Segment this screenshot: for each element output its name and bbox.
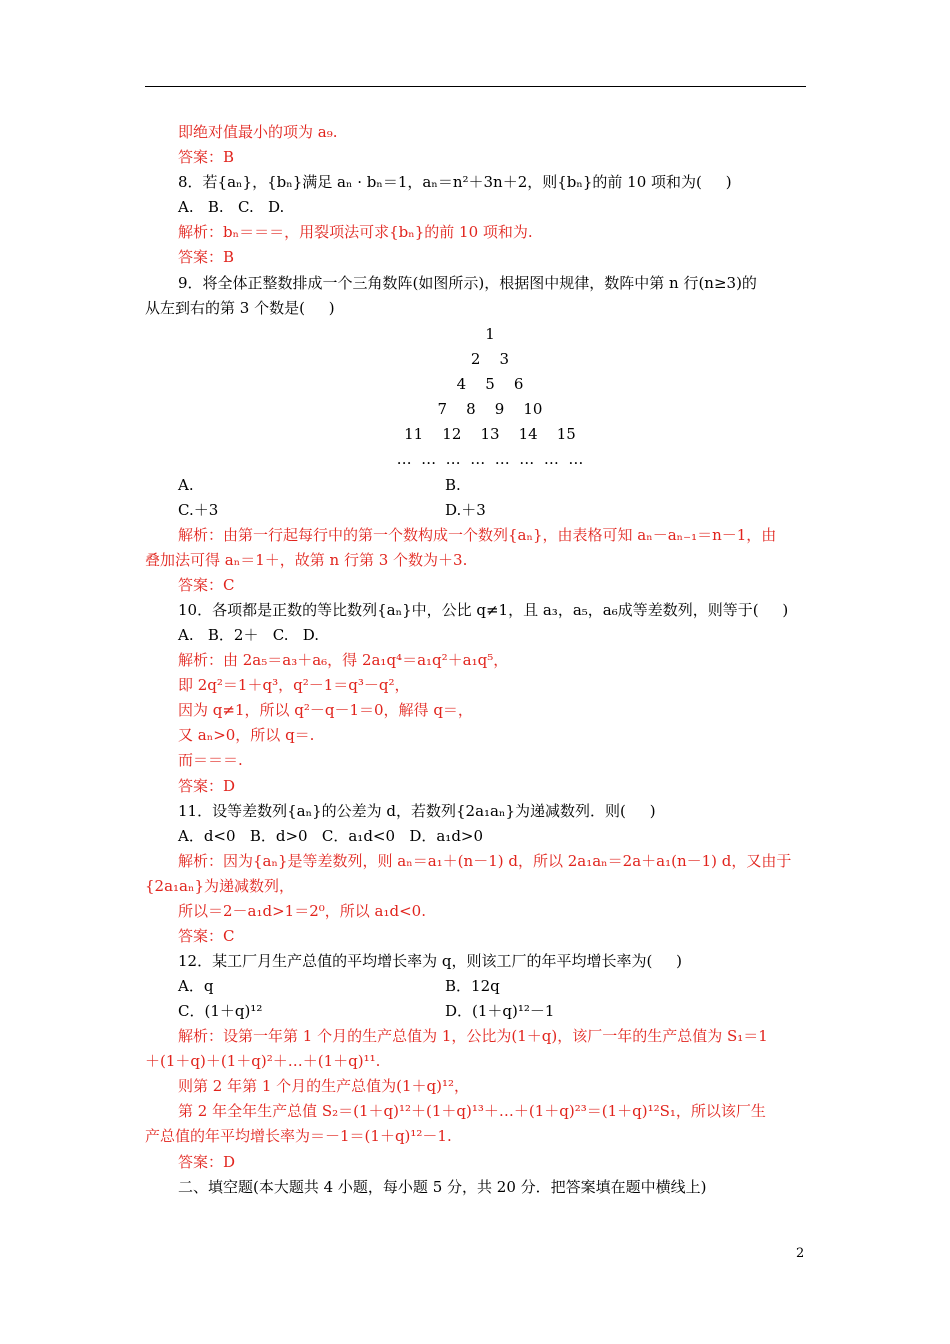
text-line: 答案：B bbox=[178, 248, 235, 266]
text-line: 解析：由第一行起每行中的第一个数构成一个数列{aₙ}，由表格可知 aₙ－aₙ₋₁＝n－1，由 bbox=[178, 526, 777, 544]
text-line: 答案：D bbox=[178, 777, 236, 795]
text-line: A. B. C. D. bbox=[178, 198, 285, 216]
text-line: 10．各项都是正数的等比数列{aₙ}中，公比 q≠1，且 a₃，a₅，a₆成等差数列，则等于( ) bbox=[178, 601, 789, 619]
text-line: 即绝对值最小的项为 a₉. bbox=[178, 123, 338, 141]
text-line: 叠加法可得 aₙ＝1＋，故第 n 行第 3 个数为＋3. bbox=[145, 551, 468, 569]
triangle-row: 2 3 bbox=[470, 350, 510, 368]
text-line: 答案：C bbox=[178, 927, 235, 945]
text-line: D.＋3 bbox=[445, 501, 486, 519]
text-line: B. bbox=[445, 476, 461, 494]
triangle-row: … … … … … … … … bbox=[396, 450, 584, 468]
text-line: A. B．2＋ C. D. bbox=[178, 626, 320, 644]
text-line: 解析：bₙ＝＝＝，用裂项法可求{bₙ}的前 10 项和为. bbox=[178, 223, 533, 241]
text-line: 解析：设第一年第 1 个月的生产总值为 1，公比为(1＋q)，该厂一年的生产总值为 S₁＝1 bbox=[178, 1027, 768, 1045]
text-line: 答案：B bbox=[178, 148, 235, 166]
text-line: 产总值的年平均增长率为＝－1＝(1＋q)¹²－1. bbox=[145, 1127, 452, 1145]
text-line: 12．某工厂月生产总值的平均增长率为 q，则该工厂的年平均增长率为( ) bbox=[178, 952, 683, 970]
text-line: 而＝＝＝. bbox=[178, 751, 243, 769]
text-line: D．(1＋q)¹²－1 bbox=[445, 1002, 555, 1020]
text-line: 第 2 年全年生产总值 S₂＝(1＋q)¹²＋(1＋q)¹³＋…＋(1＋q)²³＝(1＋q)¹²S₁，所以该厂生 bbox=[178, 1102, 766, 1120]
text-line: 9．将全体正整数排成一个三角数阵(如图所示)，根据图中规律，数阵中第 n 行(n≥3)的 bbox=[178, 274, 757, 292]
text-line: 8．若{aₙ}，{bₙ}满足 aₙ · bₙ＝1，aₙ＝n²＋3n＋2，则{bₙ}的前 10 项和为( ) bbox=[178, 173, 732, 191]
text-line: C．(1＋q)¹² bbox=[178, 1002, 263, 1020]
header-rule bbox=[145, 86, 806, 87]
text-line: A．q bbox=[178, 977, 214, 995]
text-line: B．12q bbox=[445, 977, 500, 995]
triangle-row: 4 5 6 bbox=[456, 375, 524, 393]
text-line: C.＋3 bbox=[178, 501, 219, 519]
text-line: 因为 q≠1，所以 q²－q－1＝0，解得 q＝， bbox=[178, 701, 473, 719]
text-line: 则第 2 年第 1 个月的生产总值为(1＋q)¹²， bbox=[178, 1077, 470, 1095]
text-line: {2a₁aₙ}为递减数列， bbox=[145, 877, 295, 895]
text-line: 答案：C bbox=[178, 576, 235, 594]
text-line: 又 aₙ>0，所以 q＝. bbox=[178, 726, 315, 744]
text-line: ＋(1＋q)＋(1＋q)²＋…＋(1＋q)¹¹. bbox=[145, 1052, 381, 1070]
text-line: 解析：因为{aₙ}是等差数列，则 aₙ＝a₁＋(n－1) d，所以 2a₁aₙ＝2a＋a₁(n－1) d，又由于 bbox=[178, 852, 792, 870]
text-line: 所以＝2－a₁d>1＝2⁰，所以 a₁d<0. bbox=[178, 902, 426, 920]
triangle-row: 7 8 9 10 bbox=[437, 400, 543, 418]
text-line: 二、填空题(本大题共 4 小题，每小题 5 分，共 20 分．把答案填在题中横线上) bbox=[178, 1178, 707, 1196]
text-line: 答案：D bbox=[178, 1153, 236, 1171]
text-line: 从左到右的第 3 个数是( ) bbox=[145, 299, 335, 317]
triangle-row: 1 bbox=[485, 325, 495, 343]
text-line: A．d<0 B．d>0 C．a₁d<0 D．a₁d>0 bbox=[178, 827, 484, 845]
triangle-row: 11 12 13 14 15 bbox=[404, 425, 576, 443]
text-line: A. bbox=[178, 476, 194, 494]
text-line: 即 2q²＝1＋q³，q²－1＝q³－q²， bbox=[178, 676, 410, 694]
page-number: 2 bbox=[796, 1246, 805, 1261]
text-line: 解析：由 2a₅＝a₃＋a₆，得 2a₁q⁴＝a₁q²＋a₁q⁵， bbox=[178, 651, 509, 669]
text-line: 11．设等差数列{aₙ}的公差为 d，若数列{2a₁aₙ}为递减数列．则( ) bbox=[178, 802, 656, 820]
